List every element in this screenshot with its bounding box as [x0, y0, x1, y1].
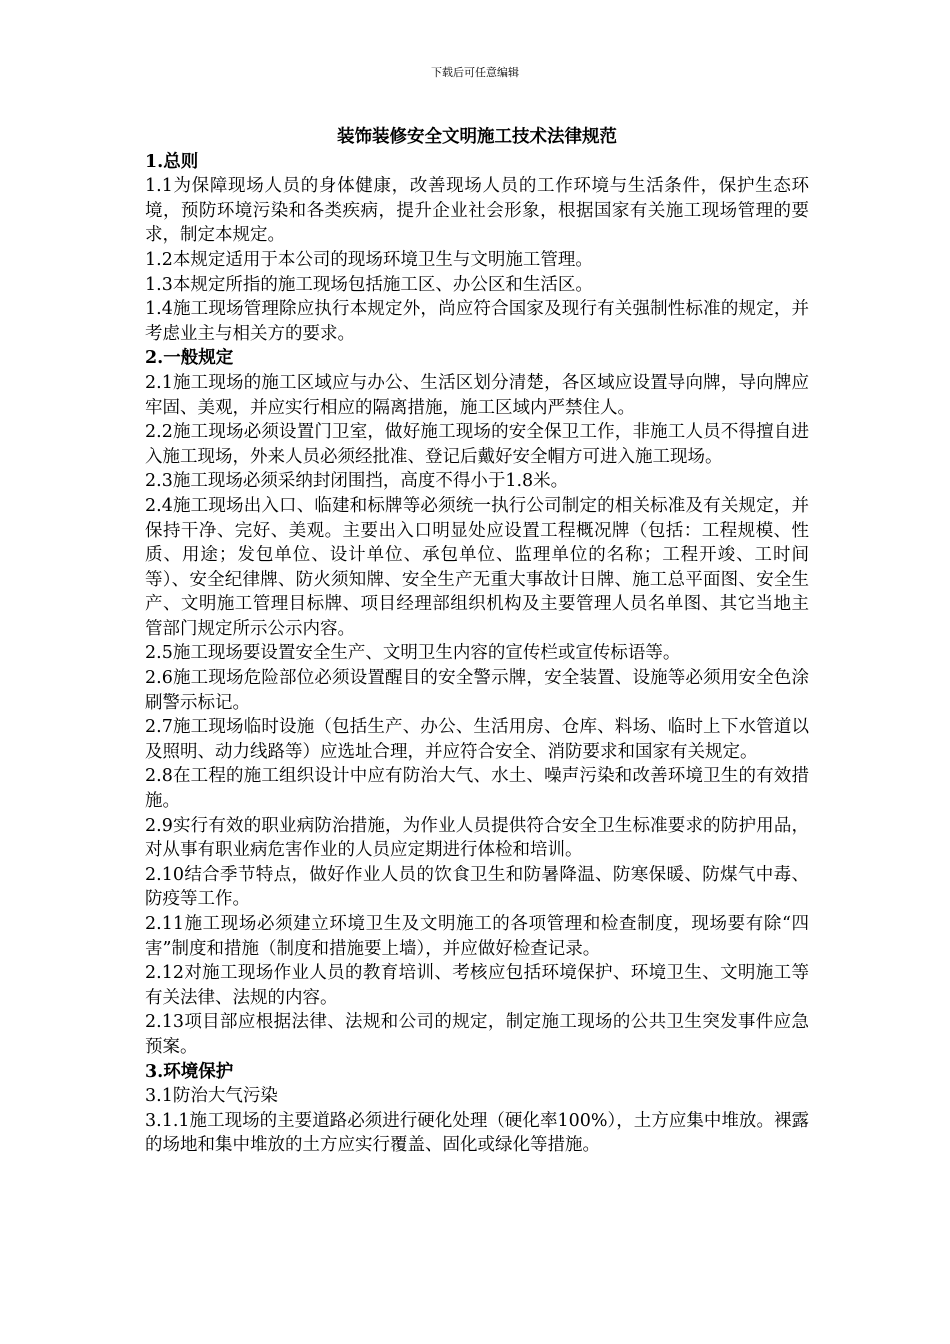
- paragraph-3-1: 3.1防治大气污染: [145, 1086, 278, 1107]
- paragraph-1-2: 1.2本规定适用于本公司的现场环境卫生与文明施工管理。: [145, 249, 593, 270]
- paragraph-2-11: 2.11施工现场必须建立环境卫生及文明施工的各项管理和检查制度，现场要有除“四害”制度和措施（制度和措施要上墙），并应做好检查记录。: [145, 914, 809, 959]
- paragraph-2-1: 2.1施工现场的施工区域应与办公、生活区划分清楚，各区域应设置导向牌，导向牌应牢固、美观，并应实行相应的隔离措施，施工区域内严禁住人。: [145, 372, 809, 418]
- paragraph-1-1: 1.1为保障现场人员的身体健康，改善现场人员的工作环境与生活条件，保护生态环境，预防环境污染和各类疾病，提升企业社会形象，根据国家有关施工现场管理的要求，制定本规定。: [145, 176, 809, 246]
- paragraph-2-2: 2.2施工现场必须设置门卫室，做好施工现场的安全保卫工作，非施工人员不得擅自进入施工现场，外来人员必须经批准、登记后戴好安全帽方可进入施工现场。: [145, 422, 809, 467]
- section-heading-general-rules: 2.一般规定: [145, 348, 234, 369]
- section-heading-environment: 3.环境保护: [145, 1061, 234, 1082]
- document-title: 装饰装修安全文明施工技术法律规范: [337, 127, 617, 147]
- paragraph-2-4: 2.4施工现场出入口、临建和标牌等必须统一执行公司制定的相关标准及有关规定，并保持干净、完好、美观。主要出入口明显处应设置工程概况牌（包括：工程规模、性质、用途；发包单位、设计单位、承包单位、监理单位的名称；工程开竣、工时间等）、安全纪律牌、防火须知牌、安全生产无重大事故计日牌、施工总平面图、安全生产、文明施工管理目标牌、项目经理部组织机构及主要管理人员名单图、其它当地主管部门规定所示公示内容。: [145, 495, 809, 639]
- paragraph-2-3: 2.3施工现场必须采纳封闭围挡，高度不得小于1.8米。: [145, 471, 569, 492]
- paragraph-2-12: 2.12对施工现场作业人员的教育培训、考核应包括环境保护、环境卫生、文明施工等有关法律、法规的内容。: [145, 963, 809, 1008]
- paragraph-2-8: 2.8在工程的施工组织设计中应有防治大气、水土、噪声污染和改善环境卫生的有效措施。: [145, 766, 809, 812]
- document-body: [145, 125, 809, 1158]
- section-heading-general: 1.总则: [145, 151, 199, 172]
- paragraph-2-5: 2.5施工现场要设置安全生产、文明卫生内容的宣传栏或宣传标语等。: [145, 643, 681, 664]
- paragraph-1-4: 1.4施工现场管理除应执行本规定外，尚应符合国家及现行有关强制性标准的规定，并考虑业主与相关方的要求。: [145, 299, 809, 344]
- paragraph-2-13: 2.13项目部应根据法律、法规和公司的规定，制定施工现场的公共卫生突发事件应急预案。: [145, 1012, 809, 1057]
- paragraph-2-9: 2.9实行有效的职业病防治措施，为作业人员提供符合安全卫生标准要求的防护用品，对从事有职业病危害作业的人员应定期进行体检和培训。: [145, 815, 809, 861]
- paragraph-1-3: 1.3本规定所指的施工现场包括施工区、办公区和生活区。: [145, 274, 593, 295]
- paragraph-2-7: 2.7施工现场临时设施（包括生产、办公、生活用房、仓库、料场、临时上下水管道以及照明、动力线路等）应选址合理，并应符合安全、消防要求和国家有关规定。: [145, 717, 809, 762]
- paragraph-3-1-1: 3.1.1施工现场的主要道路必须进行硬化处理（硬化率100%），土方应集中堆放。裸露的场地和集中堆放的土方应实行覆盖、固化或绿化等措施。: [145, 1110, 809, 1156]
- header-note: 下载后可任意编辑: [431, 66, 519, 79]
- paragraph-2-10: 2.10结合季节特点，做好作业人员的饮食卫生和防暑降温、防寒保暖、防煤气中毒、防疫等工作。: [145, 864, 809, 910]
- paragraph-2-6: 2.6施工现场危险部位必须设置醒目的安全警示牌，安全装置、设施等必须用安全色涂刷警示标记。: [145, 668, 809, 713]
